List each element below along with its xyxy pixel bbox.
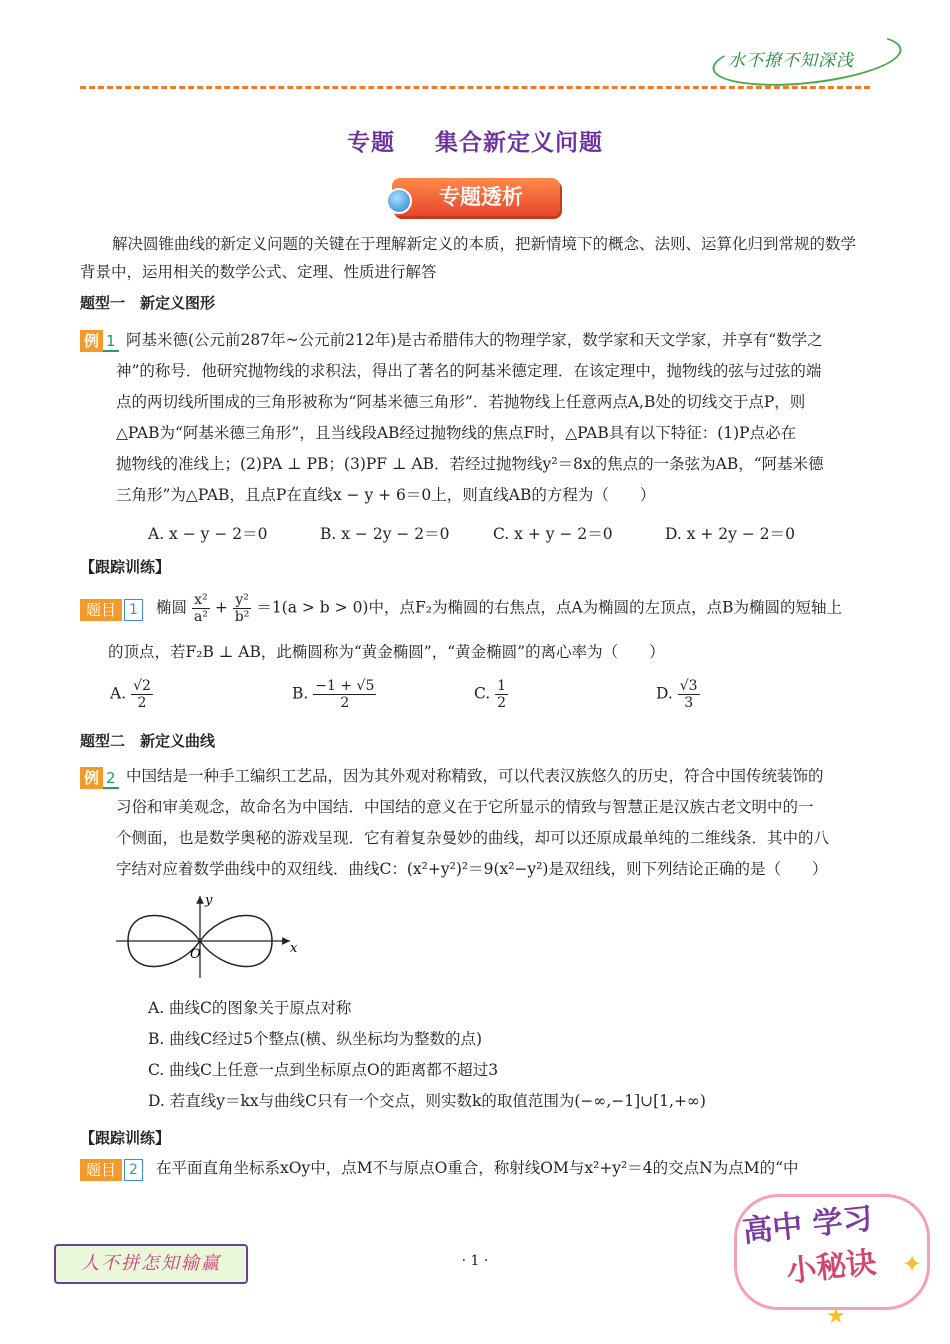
badge-label: 专题透析 bbox=[439, 185, 523, 209]
title-text: 集合新定义问题 bbox=[435, 130, 603, 156]
x-label: x bbox=[290, 941, 298, 956]
exercise-2-tag bbox=[80, 1159, 143, 1181]
y-label: y bbox=[205, 893, 213, 908]
example-number: 2 bbox=[103, 767, 119, 789]
fraction-y: $\frac{\text{y²}}{\text{b²}}$ bbox=[234, 592, 250, 625]
option-a: A. x − y − 2＝0 bbox=[148, 525, 268, 543]
section-2-heading: 题型二 新定义曲线 bbox=[80, 732, 216, 750]
plus-sign: + bbox=[214, 598, 228, 617]
exercise-1-tag bbox=[80, 599, 143, 621]
option-d: D. x + 2y − 2＝0 bbox=[665, 525, 795, 543]
training-label: 【跟踪训练】 bbox=[80, 558, 171, 576]
exercise-1-line-2: 的顶点，若F₂B ⊥ AB，此椭圆称为“黄金椭圆”，“黄金椭圆”的离心率为（ ） bbox=[108, 643, 665, 661]
example-2-line: 中国结是一种手工编织工艺品，因为其外观对称精致，可以代表汉族悠久的历史，符合中国传统装饰的 bbox=[126, 767, 824, 785]
frac-option-b: B. $\frac{-1 + √5}{2}$ bbox=[292, 678, 375, 711]
sparkle-icon: ✦ bbox=[902, 1250, 923, 1278]
option-b: B. x − 2y − 2＝0 bbox=[320, 525, 450, 543]
example-1-tag bbox=[80, 330, 119, 352]
frac-option-a: A. $\frac{√2}{2}$ bbox=[110, 678, 151, 711]
lemniscate-figure bbox=[112, 890, 302, 980]
sticker-line-1: 高中 学习 bbox=[740, 1201, 875, 1250]
example-2-tag bbox=[80, 767, 119, 789]
exercise-text: ＝1(a > b > 0)中，点F₂为椭圆的右焦点，点A为椭圆的左顶点，点B为椭圆的短轴上 bbox=[256, 598, 843, 617]
origin-label: O bbox=[190, 947, 201, 962]
exercise-number: 1 bbox=[124, 599, 143, 621]
option-a: A. 曲线C的图象关于原点对称 bbox=[148, 999, 352, 1017]
example-1-line: 三角形”为△PAB，且点P在直线x − y + 6＝0上，则直线AB的方程为（ ） bbox=[116, 486, 656, 504]
top-motto-logo bbox=[720, 40, 900, 74]
star-icon: ★ bbox=[826, 1304, 846, 1329]
page-title bbox=[0, 124, 950, 157]
topic-badge bbox=[392, 178, 560, 216]
example-1-line: △PAB为“阿基米德三角形”，且当线段AB经过抛物线的焦点F时，△PAB具有以下特征：(1)P点必在 bbox=[116, 424, 797, 442]
exercise-1-line-1 bbox=[156, 592, 842, 625]
intro-line-1: 解决圆锥曲线的新定义问题的关键在于理解新定义的本质，把新情境下的概念、法则、运算化归到常规的数学 bbox=[112, 235, 857, 253]
intro-line-2: 背景中，运用相关的数学公式、定理、性质进行解答 bbox=[80, 263, 437, 281]
header-divider bbox=[80, 86, 870, 89]
example-1-line: 点的两切线所围成的三角形被称为“阿基米德三角形”．若抛物线上任意两点A,B处的切线交于点P，则 bbox=[116, 393, 806, 411]
top-motto-text: 水不撩不知深浅 bbox=[728, 51, 854, 71]
title-prefix: 专题 bbox=[347, 130, 395, 156]
example-2-line: 字结对应着数学曲线中的双纽线．曲线C：(x²+y²)²＝9(x²−y²)是双纽线，则下列结论正确的是（ ） bbox=[116, 860, 828, 878]
bottom-motto-text: 人不拼怎知输赢 bbox=[81, 1253, 221, 1274]
example-2-line: 习俗和审美观念，故命名为中国结．中国结的意义在于它所显示的情致与智慧正是汉族古老文明中的一 bbox=[116, 798, 814, 816]
option-c: C. x + y − 2＝0 bbox=[493, 525, 613, 543]
option-c: C. 曲线C上任意一点到坐标原点O的距离都不超过3 bbox=[148, 1061, 499, 1079]
exercise-text: 椭圆 bbox=[156, 598, 188, 617]
frac-option-c: C. $\frac{1}{2}$ bbox=[474, 678, 507, 711]
exercise-number: 2 bbox=[124, 1159, 143, 1181]
fraction-x: $\frac{\text{x²}}{\text{a²}}$ bbox=[193, 592, 208, 625]
section-1-heading: 题型一 新定义图形 bbox=[80, 294, 216, 312]
example-number: 1 bbox=[103, 330, 119, 352]
example-tag: 例 bbox=[80, 330, 103, 352]
example-1-line: 抛物线的准线上；(2)PA ⊥ PB；(3)PF ⊥ AB．若经过抛物线y²＝8x的焦点的一条弦为AB，“阿基米德 bbox=[116, 455, 824, 473]
exercise-tag: 题目 bbox=[80, 599, 122, 621]
option-b: B. 曲线C经过5个整点(横、纵坐标均为整数的点) bbox=[148, 1030, 483, 1048]
page-number: · 1 · bbox=[461, 1253, 489, 1269]
training-label: 【跟踪训练】 bbox=[80, 1129, 171, 1147]
exercise-2-line-1: 在平面直角坐标系xOy中，点M不与原点O重合，称射线OM与x²+y²＝4的交点N为点M的“中 bbox=[156, 1159, 799, 1177]
option-d: D. 若直线y＝kx与曲线C只有一个交点，则实数k的取值范围为(−∞,−1]∪[1,+∞) bbox=[148, 1092, 706, 1110]
globe-icon bbox=[386, 188, 412, 214]
example-1-line: 神”的称号．他研究抛物线的求积法，得出了著名的阿基米德定理．在该定理中，抛物线的弦与过弦的端 bbox=[116, 362, 822, 380]
example-2-line: 个侧面，也是数学奥秘的游戏呈现．它有着复杂曼妙的曲线，却可以还原成最单纯的二维线条．其中的八 bbox=[116, 829, 830, 847]
frac-option-d: D. $\frac{√3}{3}$ bbox=[656, 678, 698, 711]
example-1-line: 阿基米德(公元前287年~公元前212年)是古希腊伟大的物理学家，数学家和天文学家，并享有“数学之 bbox=[126, 331, 823, 349]
study-tips-sticker bbox=[726, 1186, 932, 1336]
sticker-line-2: 小秘诀 bbox=[784, 1245, 878, 1290]
example-tag: 例 bbox=[80, 767, 103, 789]
exercise-tag: 题目 bbox=[80, 1159, 122, 1181]
